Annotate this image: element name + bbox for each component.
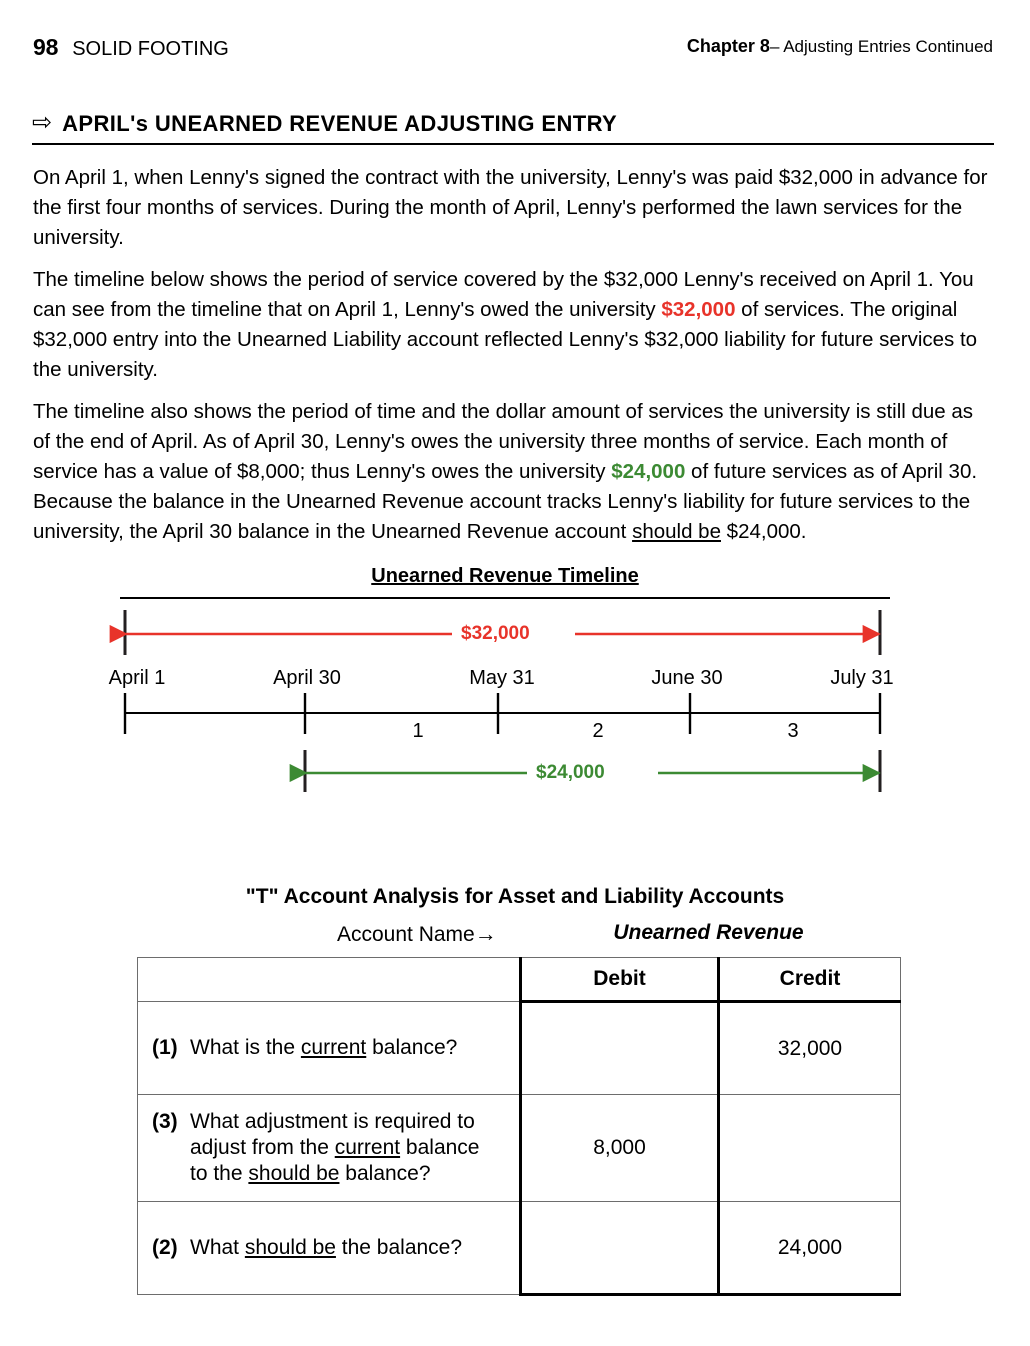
- row-3-line1: What adjustment is required to: [190, 1110, 475, 1133]
- row-1-pre: What is the: [190, 1036, 301, 1059]
- inline-amount-24000: $24,000: [611, 460, 686, 483]
- paragraph-2-part2: of services. The original $32,000 entry into the Unearned Liability account reflected Lenny's $32,000 liability for future services to the university.: [33, 298, 978, 381]
- row-question-2: [138, 1202, 521, 1295]
- paragraph-3-part2: of future services as of April 30. Because the balance in the Unearned Revenue account tracks Lenny's liability for future services to the university, the April 30 balance in the Unearned Revenue account: [33, 460, 978, 543]
- row-3-line2-post: balance: [400, 1136, 480, 1159]
- row-3-line3-pre: to the: [190, 1162, 249, 1185]
- column-header-debit: Debit: [521, 958, 719, 1002]
- timeline-segment-2: 2: [592, 720, 604, 742]
- paragraph-timeline-explanation: [33, 265, 995, 385]
- row-2-underline: should be: [244, 1236, 336, 1259]
- row-question-text-3: [190, 1109, 480, 1187]
- timeline-title: Unearned Revenue Timeline: [371, 565, 639, 587]
- row-3-credit-value: [719, 1095, 901, 1202]
- row-1-debit-value: [521, 1002, 719, 1095]
- timeline-tick-label-july-31: July 31: [830, 667, 894, 689]
- column-header-description: [138, 958, 521, 1002]
- inline-amount-32000: $32,000: [661, 298, 736, 321]
- running-head-left: [33, 34, 229, 61]
- paragraph-should-be-balance: [33, 397, 995, 547]
- account-name-label: [337, 921, 497, 947]
- table-row: [138, 1002, 901, 1095]
- account-name-value: Unearned Revenue: [613, 921, 804, 944]
- running-head-right: [687, 36, 993, 57]
- row-3-line3-post: balance?: [339, 1162, 431, 1185]
- chapter-label: Chapter 8: [686, 36, 770, 56]
- timeline-tick-label-june-30: June 30: [651, 667, 723, 689]
- row-number-3: (3): [152, 1110, 178, 1133]
- chapter-subtitle: – Adjusting Entries Continued: [769, 37, 993, 56]
- timeline-tick-label-april-1: April 1: [108, 667, 166, 689]
- paragraph-intro-text: On April 1, when Lenny's signed the contract with the university, Lenny's was paid $32,000 in advance for the first four months of services. During the month of April, Lenny's performed the lawn services for the university.: [33, 166, 988, 249]
- row-1-underline: current: [300, 1036, 367, 1059]
- row-question-1: [138, 1002, 521, 1095]
- row-1-post: balance?: [366, 1036, 458, 1059]
- row-2-credit-value: 24,000: [719, 1202, 901, 1295]
- timeline-tick-label-april-30: April 30: [273, 667, 341, 689]
- inline-underline-should-be: should be: [632, 520, 721, 543]
- row-question-3: [138, 1095, 521, 1202]
- t-account-name-row: [137, 921, 900, 951]
- row-1-credit-value: 32,000: [719, 1002, 901, 1095]
- row-2-pre: What: [190, 1236, 245, 1259]
- row-3-debit-value: 8,000: [521, 1095, 719, 1202]
- right-arrow-icon: →: [474, 921, 497, 946]
- paragraph-intro: [33, 163, 995, 253]
- paragraph-2-part1: The timeline below shows the period of service covered by the $32,000 Lenny's received on April 1. You can see from the timeline that on April 1, Lenny's owed the university: [33, 268, 974, 321]
- section-heading: [32, 108, 994, 145]
- section-title: APRIL's UNEARNED REVENUE ADJUSTING ENTRY: [62, 111, 618, 136]
- row-3-line3-underline: should be: [248, 1162, 340, 1185]
- unearned-revenue-timeline-figure: [0, 560, 1030, 810]
- row-2-debit-value: [521, 1202, 719, 1295]
- paragraph-3-part1: The timeline also shows the period of time and the dollar amount of services the university is still due as of the end of April. As of April 30, Lenny's owes the university three months of service. Each month of service has a value of $8,000; thus Lenny's owes the university: [33, 400, 974, 483]
- table-row: [138, 1095, 901, 1202]
- book-title: SOLID FOOTING: [72, 38, 229, 60]
- hollow-right-arrow-icon: ⇨: [32, 109, 53, 136]
- row-question-text-1: [190, 1035, 457, 1061]
- row-3-line2-underline: current: [334, 1136, 401, 1159]
- column-header-credit: Credit: [719, 958, 901, 1002]
- timeline-segment-3: 3: [787, 720, 799, 742]
- row-2-post: the balance?: [335, 1236, 463, 1259]
- timeline-measure-label-24000: $24,000: [527, 762, 614, 784]
- row-number-2: (2): [152, 1236, 178, 1259]
- paragraph-3-part3: $24,000.: [720, 520, 807, 543]
- t-account-title: "T" Account Analysis for Asset and Liability Accounts: [245, 885, 785, 908]
- timeline-segment-1: 1: [412, 720, 424, 742]
- row-number-1: (1): [152, 1036, 178, 1059]
- account-name-label-text: Account Name: [337, 923, 475, 946]
- timeline-tick-label-may-31: May 31: [469, 667, 535, 689]
- row-question-text-2: [190, 1235, 462, 1261]
- table-row: [138, 1202, 901, 1295]
- timeline-measure-label-32000: $32,000: [452, 623, 539, 645]
- table-header-row: [138, 958, 901, 1002]
- page-number: 98: [33, 34, 59, 60]
- t-account-table: [137, 957, 901, 1296]
- row-3-line2-pre: adjust from the: [190, 1136, 335, 1159]
- running-head: [33, 34, 993, 64]
